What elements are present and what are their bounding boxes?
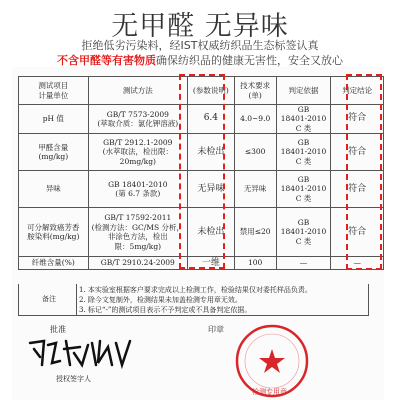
header-item: 测试项目 计量单位: [19, 77, 89, 105]
cell-result: 未检出: [188, 208, 235, 257]
cell-method: GB/T 17592-2011 (检测方法：GC/MS 分析， 非涂色方法，检出 限：5mg/kg): [88, 208, 187, 257]
cell-method: GB/T 2912.1-2009 (水萃取法，检出限： 20mg/kg): [88, 134, 187, 171]
test-report-document: [12, 67, 384, 400]
highlight-text: 不含甲醛等有害物质: [57, 54, 156, 67]
cell-item: 纤维含量(%): [19, 257, 89, 270]
handwritten-signature: [26, 335, 138, 371]
cell-conclusion: 符合: [331, 171, 384, 208]
subtitle-line-1: 拒绝低劣污染料，经IST权威纺织品生态标签认真: [81, 39, 319, 52]
header-standard: 判定依据: [276, 77, 331, 105]
conclusion-column-highlight: [346, 74, 382, 270]
header-conclusion: 判定结论: [331, 77, 384, 105]
note-line: 3. 标记“-”的测试项目表示不予判定或不具备判定依据。: [79, 306, 252, 314]
subtitle-rest: 确保纺织品的健康无害性，安全又放心: [156, 54, 343, 67]
cell-method: GB/T 2910.24-2009: [88, 257, 187, 270]
header-result: (参数说明): [188, 77, 235, 105]
page-title: 无甲醛 无异味: [111, 11, 289, 42]
stamp-text: 检测专用章: [252, 388, 287, 396]
cell-result: 6.4: [188, 105, 235, 134]
cell-method: GB/T 7573-2009 (萃取介质：氯化钾溶液): [88, 105, 187, 134]
cell-conclusion: 符合: [331, 134, 384, 171]
notes-lines: [79, 285, 312, 315]
cell-requirement: 无异味: [234, 171, 276, 208]
cell-method: GB 18401-2010 (第 6.7 条款): [88, 171, 187, 208]
note-line: 2. 除今文复制外，检测结果未加盖检测专用章无效。: [79, 296, 242, 304]
header-requirement: 技术要求 (单): [234, 77, 276, 105]
cell-requirement: 4.0~9.0: [234, 105, 276, 134]
result-column-highlight: [179, 74, 225, 269]
approve-label: 批准: [50, 325, 66, 334]
stamp-label: 印章: [208, 325, 224, 334]
notes-section: [18, 284, 369, 316]
cell-item: 可分解致癌芳香 胺染料(mg/kg): [19, 208, 89, 257]
cell-item: pH 值: [19, 105, 89, 134]
cell-result: 未检出: [188, 134, 235, 171]
cell-conclusion: 符合: [331, 105, 384, 134]
notes-divider: [76, 284, 77, 315]
cell-standard: GB 18401-2010 C 类: [276, 208, 331, 257]
notes-label: 备注: [42, 295, 56, 303]
signatory-label: 授权签字人: [56, 375, 91, 383]
cell-item: 异味: [19, 171, 89, 208]
cell-standard: GB 18401-2010 C 类: [276, 134, 331, 171]
cell-standard: GB 18401-2010 C 类: [276, 105, 331, 134]
cell-result: 一维: [188, 257, 235, 270]
cell-item: 甲醛含量 (mg/kg): [19, 134, 89, 171]
note-line: 1. 本实验室根据客户要求完成以上检测工作，检验结果仅对委托样品负责。: [79, 286, 312, 294]
cell-requirement: ≤300: [234, 134, 276, 171]
cell-requirement: 禁用≤20: [234, 208, 276, 257]
cell-result: 无异味: [188, 171, 235, 208]
cell-standard: GB 18401-2010 C 类: [276, 171, 331, 208]
cell-standard: —: [276, 257, 331, 270]
cell-conclusion: 符合: [331, 208, 384, 257]
header-method: 测试方法: [88, 77, 187, 105]
cell-conclusion: —: [331, 257, 384, 270]
cell-requirement: 100: [234, 257, 276, 270]
subtitle-line-2: [0, 52, 400, 68]
